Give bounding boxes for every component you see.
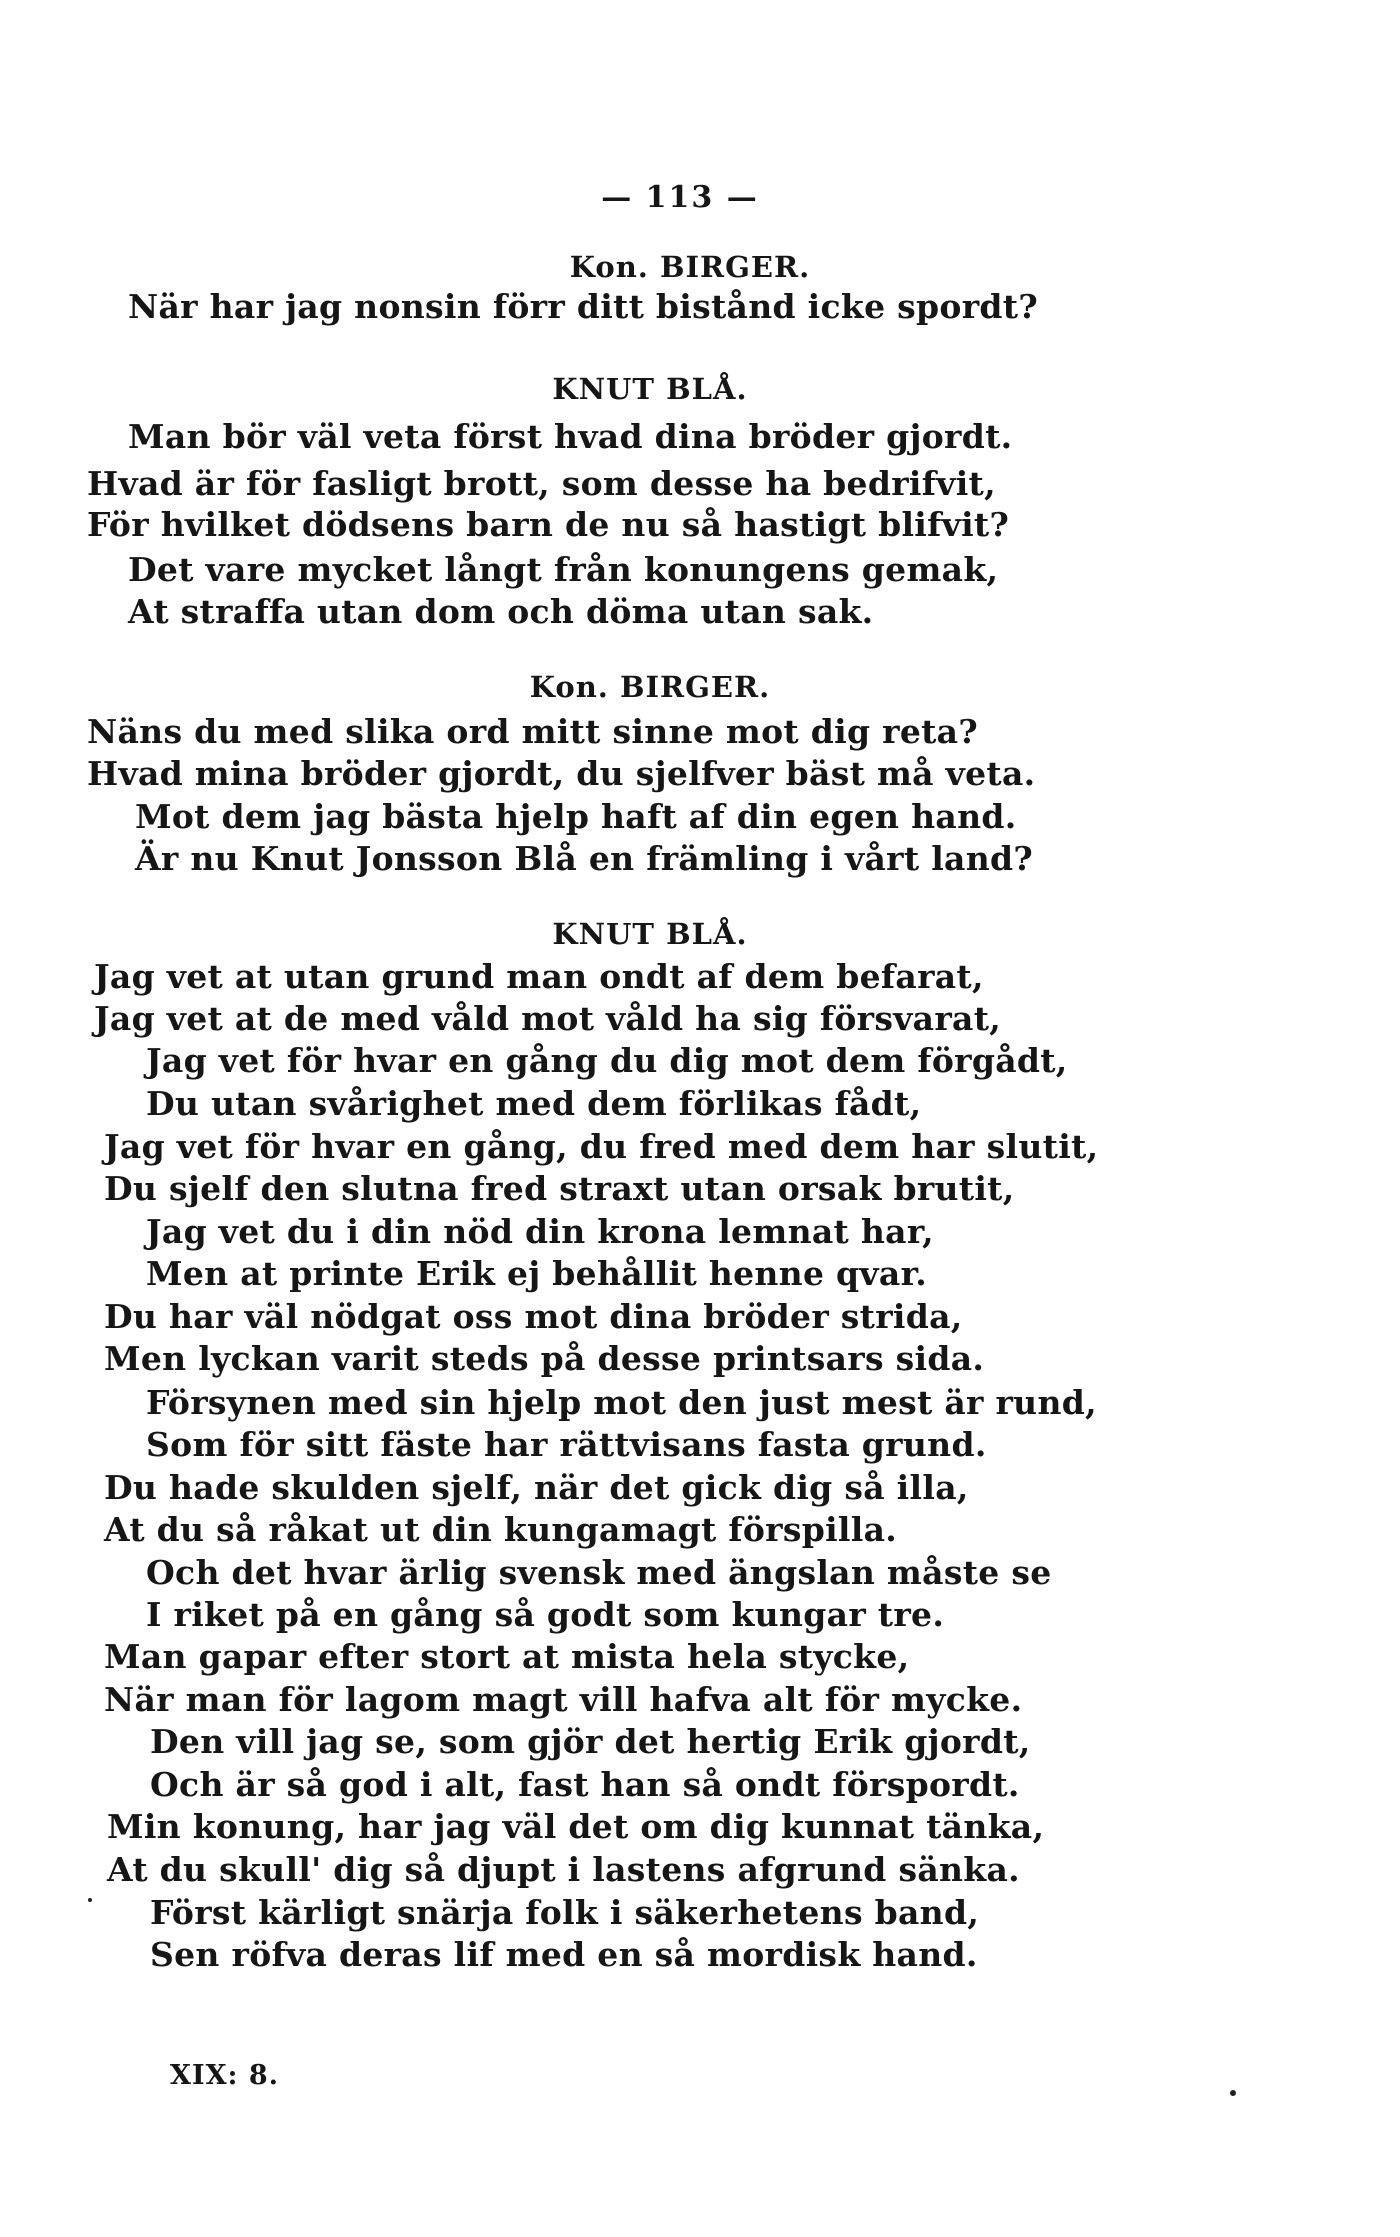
verse-line: När har jag nonsin förr ditt bistånd icke spordt?: [128, 287, 1038, 326]
verse-line: Den vill jag se, som gjör det hertig Erik gjordt,: [150, 1722, 1031, 1761]
verse-line: Hvad är för fasligt brott, som desse ha bedrifvit,: [87, 464, 996, 503]
speck-mark: [88, 1898, 92, 1902]
speaker-heading: Kon. BIRGER.: [569, 250, 811, 284]
verse-line: Du sjelf den slutna fred straxt utan orsak brutit,: [104, 1169, 1015, 1208]
verse-line: Men lyckan varit steds på desse printsars sida.: [104, 1339, 985, 1378]
verse-line: Det vare mycket långt från konungens gemak,: [128, 550, 999, 589]
verse-line: Jag vet du i din nöd din krona lemnat har,: [146, 1212, 934, 1251]
speaker-heading: KNUT BLÅ.: [552, 917, 748, 951]
verse-line: At du så råkat ut din kungamagt förspilla.: [104, 1510, 898, 1549]
speaker-heading: KNUT BLÅ.: [552, 372, 748, 406]
verse-line: Försynen med sin hjelp mot den just mest är rund,: [146, 1383, 1097, 1422]
verse-line: Du utan svårighet med dem förlikas fådt,: [146, 1084, 922, 1123]
verse-line: Och det hvar ärlig svensk med ängslan måste se: [146, 1553, 1052, 1592]
verse-line: Mot dem jag bästa hjelp haft af din egen hand.: [135, 797, 1017, 836]
verse-line: Min konung, har jag väl det om dig kunnat tänka,: [107, 1807, 1045, 1846]
verse-line: I riket på en gång så godt som kungar tre.: [146, 1595, 945, 1634]
verse-line: Du har väl nödgat oss mot dina bröder strida,: [104, 1297, 963, 1336]
verse-line: När man för lagom magt vill hafva alt för mycke.: [104, 1680, 1023, 1719]
verse-line: Man bör väl veta först hvad dina bröder gjordt.: [128, 417, 1013, 456]
verse-line: Jag vet för hvar en gång du dig mot dem förgådt,: [146, 1041, 1068, 1080]
verse-line: Näns du med slika ord mitt sinne mot dig reta?: [87, 712, 978, 751]
verse-line: Är nu Knut Jonsson Blå en främling i vårt land?: [135, 839, 1034, 878]
verse-line: Jag vet at utan grund man ondt af dem befarat,: [94, 957, 984, 996]
speck-mark: [1230, 2090, 1236, 2096]
verse-line: Men at printe Erik ej behållit henne qvar.: [146, 1254, 928, 1293]
verse-line: Sen röfva deras lif med en så mordisk hand.: [150, 1935, 978, 1974]
verse-line: Hvad mina bröder gjordt, du sjelfver bäst må veta.: [87, 754, 1036, 793]
page-number: — 113 —: [601, 180, 759, 215]
verse-line: Som för sitt fäste har rättvisans fasta grund.: [146, 1425, 987, 1464]
verse-line: At du skull' dig så djupt i lastens afgrund sänka.: [107, 1850, 1020, 1889]
verse-line: Först kärligt snärja folk i säkerhetens band,: [150, 1893, 980, 1932]
verse-line: At straffa utan dom och döma utan sak.: [128, 592, 874, 631]
speaker-heading: Kon. BIRGER.: [529, 670, 771, 704]
verse-line: Man gapar efter stort at mista hela stycke,: [104, 1637, 910, 1676]
verse-line: Och är så god i alt, fast han så ondt förspordt.: [150, 1765, 1020, 1804]
verse-line: Du hade skulden sjelf, när det gick dig så illa,: [104, 1468, 969, 1507]
verse-line: Jag vet för hvar en gång, du fred med dem har slutit,: [104, 1127, 1099, 1166]
verse-line: För hvilket dödsens barn de nu så hastigt blifvit?: [87, 505, 1010, 544]
signature-mark: XIX: 8.: [170, 2060, 280, 2091]
verse-line: Jag vet at de med våld mot våld ha sig försvarat,: [94, 999, 1002, 1038]
